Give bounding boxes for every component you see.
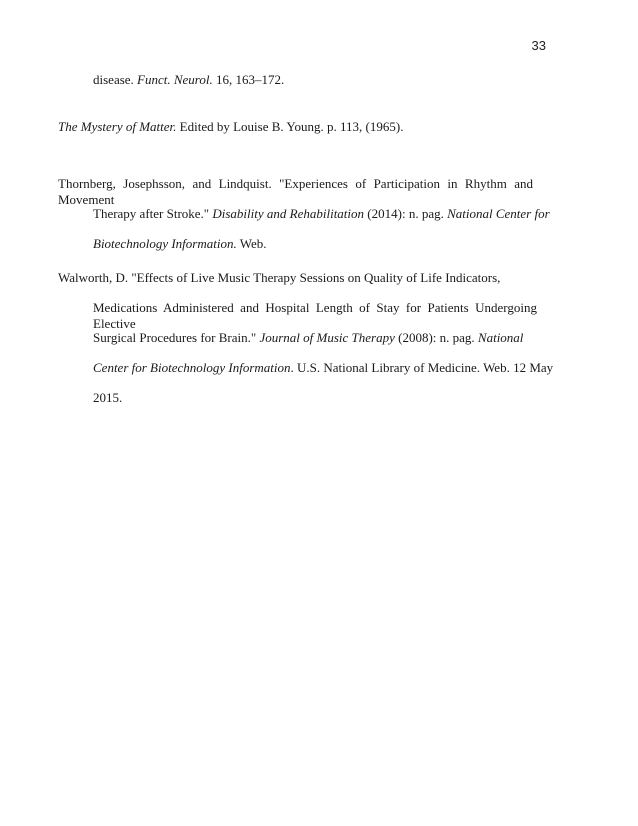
reference-line bbox=[93, 330, 523, 346]
reference-text: . U.S. National Library of Medicine. Web. 12 May bbox=[290, 360, 554, 375]
reference-journal: Journal of Music Therapy bbox=[259, 330, 395, 345]
reference-text: Therapy after Stroke." bbox=[93, 206, 213, 221]
reference-line bbox=[93, 72, 284, 88]
reference-line bbox=[93, 360, 553, 376]
reference-line bbox=[58, 176, 533, 208]
reference-line bbox=[93, 206, 550, 222]
reference-text: Thornberg, Josephsson, and Lindquist. "Experiences of Participation in Rhythm and Movement bbox=[58, 176, 533, 207]
reference-journal: Disability and Rehabilitation bbox=[212, 206, 365, 221]
reference-text: 2015. bbox=[93, 390, 123, 405]
reference-text: Surgical Procedures for Brain." bbox=[93, 330, 260, 345]
reference-text: disease. bbox=[93, 72, 138, 87]
reference-book-title: The Mystery of Matter. bbox=[58, 119, 177, 134]
reference-line bbox=[93, 300, 537, 332]
reference-database: National bbox=[477, 330, 524, 345]
page-number: 33 bbox=[531, 38, 546, 53]
reference-line bbox=[58, 270, 500, 286]
reference-text: Edited by Louise B. Young. p. 113, (1965). bbox=[176, 119, 404, 134]
reference-text: Web. bbox=[236, 236, 267, 251]
reference-journal-abbrev: Funct. Neurol. bbox=[137, 72, 213, 87]
reference-text: Walworth, D. "Effects of Live Music Therapy Sessions on Quality of Life Indicators, bbox=[58, 270, 501, 285]
reference-text: Medications Administered and Hospital Length of Stay for Patients Undergoing Elective bbox=[93, 300, 537, 331]
reference-line bbox=[93, 390, 122, 406]
reference-database: Biotechnology Information. bbox=[93, 236, 237, 251]
reference-line bbox=[58, 119, 403, 135]
reference-text: 16, 163–172. bbox=[212, 72, 285, 87]
reference-text: (2008): n. pag. bbox=[394, 330, 478, 345]
reference-text: (2014): n. pag. bbox=[364, 206, 448, 221]
reference-database: National Center for bbox=[447, 206, 550, 221]
reference-line bbox=[93, 236, 266, 252]
reference-database: Center for Biotechnology Information bbox=[93, 360, 291, 375]
